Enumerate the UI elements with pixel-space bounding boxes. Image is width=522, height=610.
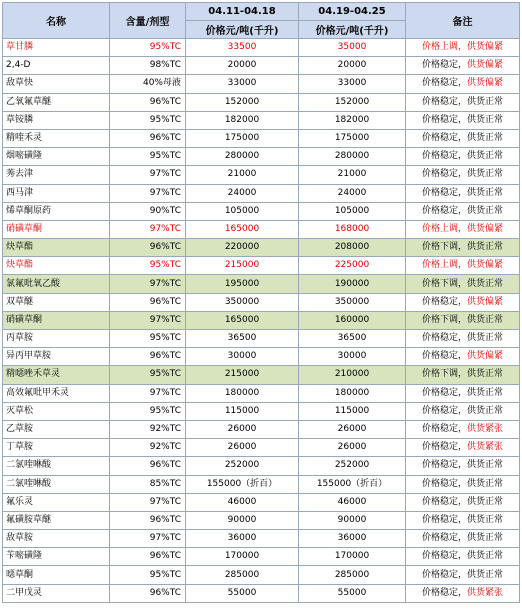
header-name: 名称 bbox=[3, 3, 110, 39]
note-price-status: 价格上调， bbox=[421, 223, 467, 234]
cell-price-1: 220000 bbox=[186, 239, 299, 257]
cell-price-1: 90000 bbox=[186, 511, 299, 529]
note-price-status: 价格稳定， bbox=[421, 442, 467, 453]
cell-price-1: 33500 bbox=[186, 39, 299, 57]
table-row bbox=[3, 548, 520, 566]
cell-spec: 97%TC bbox=[110, 493, 186, 511]
note-supply-status: 供货正常 bbox=[467, 478, 504, 489]
table-row bbox=[3, 511, 520, 529]
table-row bbox=[3, 584, 520, 602]
note-supply-status: 供货偏紧 bbox=[467, 296, 504, 307]
cell-price-1: 20000 bbox=[186, 57, 299, 75]
note-price-status: 价格稳定， bbox=[421, 78, 467, 89]
cell-price-1: 195000 bbox=[186, 275, 299, 293]
cell-name: 乙氧氟草醚 bbox=[3, 93, 110, 111]
table-row bbox=[3, 166, 520, 184]
cell-price-1: 26000 bbox=[186, 420, 299, 438]
cell-price-1: 252000 bbox=[186, 457, 299, 475]
cell-note bbox=[406, 220, 520, 238]
note-price-status: 价格稳定， bbox=[421, 133, 467, 144]
header-note: 备注 bbox=[406, 3, 520, 39]
note-supply-status: 供货正常 bbox=[467, 369, 504, 380]
price-table bbox=[2, 2, 520, 603]
cell-price-1: 46000 bbox=[186, 493, 299, 511]
note-price-status: 价格稳定， bbox=[421, 387, 467, 398]
note-price-status: 价格下调， bbox=[421, 314, 467, 325]
note-supply-status: 供货正常 bbox=[467, 333, 504, 344]
cell-name: 丙草胺 bbox=[3, 330, 110, 348]
note-supply-status: 供货紧张 bbox=[467, 424, 504, 435]
cell-spec: 40%母液 bbox=[110, 75, 186, 93]
cell-note bbox=[406, 202, 520, 220]
table-row bbox=[3, 93, 520, 111]
table-row bbox=[3, 384, 520, 402]
cell-name: 2,4-D bbox=[3, 57, 110, 75]
cell-name: 敌草胺 bbox=[3, 530, 110, 548]
cell-name: 二甲戊灵 bbox=[3, 584, 110, 602]
note-supply-status: 供货偏紧 bbox=[467, 223, 504, 234]
note-price-status: 价格稳定， bbox=[421, 333, 467, 344]
cell-price-1: 182000 bbox=[186, 111, 299, 129]
cell-spec: 97%TC bbox=[110, 530, 186, 548]
cell-name: 丁草胺 bbox=[3, 439, 110, 457]
cell-price-1: 280000 bbox=[186, 148, 299, 166]
table-row bbox=[3, 202, 520, 220]
cell-spec: 90%TC bbox=[110, 202, 186, 220]
cell-name: 噁草酮 bbox=[3, 566, 110, 584]
note-supply-status: 供货正常 bbox=[467, 533, 504, 544]
note-supply-status: 供货正常 bbox=[467, 496, 504, 507]
cell-price-1: 155000（折百） bbox=[186, 475, 299, 493]
header-period-1: 04.11-04.18 bbox=[186, 3, 299, 21]
note-supply-status: 供货正常 bbox=[467, 514, 504, 525]
note-supply-status: 供货正常 bbox=[467, 133, 504, 144]
cell-note bbox=[406, 366, 520, 384]
note-supply-status: 供货正常 bbox=[467, 242, 504, 253]
cell-price-2: 175000 bbox=[299, 129, 406, 147]
cell-price-1: 152000 bbox=[186, 93, 299, 111]
cell-spec: 96%TC bbox=[110, 348, 186, 366]
note-supply-status: 供货正常 bbox=[467, 187, 504, 198]
cell-name: 烯草酮原药 bbox=[3, 202, 110, 220]
note-price-status: 价格下调， bbox=[421, 242, 467, 253]
table-row bbox=[3, 330, 520, 348]
note-supply-status: 供货正常 bbox=[467, 569, 504, 580]
note-supply-status: 供货正常 bbox=[467, 460, 504, 471]
cell-name: 西马津 bbox=[3, 184, 110, 202]
note-price-status: 价格稳定， bbox=[421, 405, 467, 416]
cell-price-2: 155000（折百） bbox=[299, 475, 406, 493]
table-row bbox=[3, 420, 520, 438]
cell-price-1: 215000 bbox=[186, 366, 299, 384]
cell-note bbox=[406, 548, 520, 566]
note-supply-status: 供货正常 bbox=[467, 96, 504, 107]
cell-note bbox=[406, 311, 520, 329]
cell-name: 草铵膦 bbox=[3, 111, 110, 129]
cell-price-1: 115000 bbox=[186, 402, 299, 420]
cell-price-2: 170000 bbox=[299, 548, 406, 566]
cell-price-2: 55000 bbox=[299, 584, 406, 602]
cell-price-2: 26000 bbox=[299, 439, 406, 457]
cell-price-2: 210000 bbox=[299, 366, 406, 384]
note-supply-status: 供货偏紧 bbox=[467, 78, 504, 89]
cell-price-2: 160000 bbox=[299, 311, 406, 329]
table-body bbox=[3, 39, 520, 603]
cell-spec: 97%TC bbox=[110, 220, 186, 238]
note-supply-status: 供货偏紧 bbox=[467, 60, 504, 71]
cell-price-2: 280000 bbox=[299, 148, 406, 166]
cell-spec: 95%TC bbox=[110, 111, 186, 129]
cell-price-2: 350000 bbox=[299, 293, 406, 311]
cell-note bbox=[406, 457, 520, 475]
note-price-status: 价格稳定， bbox=[421, 60, 467, 71]
table-row bbox=[3, 311, 520, 329]
note-supply-status: 供货正常 bbox=[467, 278, 504, 289]
note-supply-status: 供货正常 bbox=[467, 205, 504, 216]
header-unit-1: 价格元/吨(千升) bbox=[186, 21, 299, 39]
cell-price-2: 90000 bbox=[299, 511, 406, 529]
cell-price-1: 350000 bbox=[186, 293, 299, 311]
cell-name: 高效氟吡甲禾灵 bbox=[3, 384, 110, 402]
cell-name: 精喹禾灵 bbox=[3, 129, 110, 147]
cell-price-1: 26000 bbox=[186, 439, 299, 457]
cell-name: 炔草酯 bbox=[3, 239, 110, 257]
cell-spec: 85%TC bbox=[110, 475, 186, 493]
cell-price-2: 35000 bbox=[299, 39, 406, 57]
cell-spec: 95%TC bbox=[110, 330, 186, 348]
cell-name: 烟嘧磺隆 bbox=[3, 148, 110, 166]
cell-price-2: 24000 bbox=[299, 184, 406, 202]
note-price-status: 价格稳定， bbox=[421, 551, 467, 562]
table-row bbox=[3, 530, 520, 548]
note-price-status: 价格下调， bbox=[421, 278, 467, 289]
cell-spec: 96%TC bbox=[110, 548, 186, 566]
cell-note bbox=[406, 129, 520, 147]
cell-price-2: 168000 bbox=[299, 220, 406, 238]
note-price-status: 价格稳定， bbox=[421, 205, 467, 216]
cell-spec: 92%TC bbox=[110, 439, 186, 457]
cell-name: 氟乐灵 bbox=[3, 493, 110, 511]
cell-note bbox=[406, 257, 520, 275]
cell-note bbox=[406, 348, 520, 366]
cell-name: 二氯喹啉酸 bbox=[3, 457, 110, 475]
note-supply-status: 供货正常 bbox=[467, 169, 504, 180]
note-price-status: 价格稳定， bbox=[421, 296, 467, 307]
cell-spec: 96%TC bbox=[110, 93, 186, 111]
cell-price-2: 152000 bbox=[299, 93, 406, 111]
cell-note bbox=[406, 475, 520, 493]
cell-price-2: 33000 bbox=[299, 75, 406, 93]
cell-price-1: 55000 bbox=[186, 584, 299, 602]
table-row bbox=[3, 348, 520, 366]
note-supply-status: 供货正常 bbox=[467, 551, 504, 562]
note-price-status: 价格下调， bbox=[421, 369, 467, 380]
note-supply-status: 供货紧张 bbox=[467, 587, 504, 598]
table-row bbox=[3, 129, 520, 147]
cell-note bbox=[406, 384, 520, 402]
table-row bbox=[3, 439, 520, 457]
cell-price-1: 24000 bbox=[186, 184, 299, 202]
cell-price-2: 115000 bbox=[299, 402, 406, 420]
table-row bbox=[3, 475, 520, 493]
header-spec: 含量/剂型 bbox=[110, 3, 186, 39]
cell-price-2: 46000 bbox=[299, 493, 406, 511]
cell-note bbox=[406, 511, 520, 529]
table-row bbox=[3, 493, 520, 511]
note-price-status: 价格稳定， bbox=[421, 424, 467, 435]
note-price-status: 价格稳定， bbox=[421, 460, 467, 471]
cell-note bbox=[406, 239, 520, 257]
table-row bbox=[3, 75, 520, 93]
note-supply-status: 供货正常 bbox=[467, 387, 504, 398]
cell-note bbox=[406, 275, 520, 293]
cell-spec: 95%TC bbox=[110, 402, 186, 420]
table-row bbox=[3, 293, 520, 311]
note-price-status: 价格稳定， bbox=[421, 478, 467, 489]
note-price-status: 价格稳定， bbox=[421, 351, 467, 362]
cell-spec: 95%TC bbox=[110, 566, 186, 584]
table-row bbox=[3, 184, 520, 202]
cell-note bbox=[406, 530, 520, 548]
note-price-status: 价格稳定， bbox=[421, 114, 467, 125]
table-row bbox=[3, 111, 520, 129]
note-price-status: 价格稳定， bbox=[421, 96, 467, 107]
cell-price-1: 175000 bbox=[186, 129, 299, 147]
cell-name: 氯氟吡氧乙酸 bbox=[3, 275, 110, 293]
cell-note bbox=[406, 184, 520, 202]
header-period-2: 04.19-04.25 bbox=[299, 3, 406, 21]
cell-spec: 96%TC bbox=[110, 511, 186, 529]
cell-spec: 97%TC bbox=[110, 311, 186, 329]
note-price-status: 价格稳定， bbox=[421, 569, 467, 580]
cell-spec: 97%TC bbox=[110, 275, 186, 293]
note-supply-status: 供货正常 bbox=[467, 314, 504, 325]
table-row bbox=[3, 275, 520, 293]
cell-price-1: 170000 bbox=[186, 548, 299, 566]
cell-note bbox=[406, 566, 520, 584]
note-price-status: 价格稳定， bbox=[421, 187, 467, 198]
note-price-status: 价格稳定， bbox=[421, 169, 467, 180]
cell-name: 氟磺胺草醚 bbox=[3, 511, 110, 529]
cell-price-2: 20000 bbox=[299, 57, 406, 75]
table-row bbox=[3, 239, 520, 257]
cell-price-2: 105000 bbox=[299, 202, 406, 220]
table-row bbox=[3, 57, 520, 75]
cell-note bbox=[406, 420, 520, 438]
cell-note bbox=[406, 166, 520, 184]
note-price-status: 价格稳定， bbox=[421, 496, 467, 507]
cell-note bbox=[406, 439, 520, 457]
table-row bbox=[3, 566, 520, 584]
cell-spec: 95%TC bbox=[110, 257, 186, 275]
cell-spec: 95%TC bbox=[110, 148, 186, 166]
note-price-status: 价格稳定， bbox=[421, 514, 467, 525]
header-unit-2: 价格元/吨(千升) bbox=[299, 21, 406, 39]
table-row bbox=[3, 220, 520, 238]
note-supply-status: 供货偏紧 bbox=[467, 351, 504, 362]
cell-name: 苄嘧磺隆 bbox=[3, 548, 110, 566]
table-row bbox=[3, 402, 520, 420]
cell-spec: 95%TC bbox=[110, 366, 186, 384]
cell-note bbox=[406, 330, 520, 348]
cell-price-1: 105000 bbox=[186, 202, 299, 220]
note-supply-status: 供货正常 bbox=[467, 114, 504, 125]
cell-name: 炔草酯 bbox=[3, 257, 110, 275]
note-supply-status: 供货紧张 bbox=[467, 442, 504, 453]
cell-name: 敌草快 bbox=[3, 75, 110, 93]
cell-name: 草甘膦 bbox=[3, 39, 110, 57]
cell-price-2: 225000 bbox=[299, 257, 406, 275]
cell-spec: 96%TC bbox=[110, 457, 186, 475]
note-supply-status: 供货偏紧 bbox=[467, 42, 504, 53]
cell-price-1: 33000 bbox=[186, 75, 299, 93]
cell-price-1: 165000 bbox=[186, 311, 299, 329]
cell-note bbox=[406, 111, 520, 129]
cell-note bbox=[406, 148, 520, 166]
cell-price-2: 30000 bbox=[299, 348, 406, 366]
cell-name: 精噁唑禾草灵 bbox=[3, 366, 110, 384]
cell-note bbox=[406, 402, 520, 420]
cell-price-2: 285000 bbox=[299, 566, 406, 584]
note-supply-status: 供货偏紧 bbox=[467, 260, 504, 271]
cell-note bbox=[406, 493, 520, 511]
table-row bbox=[3, 257, 520, 275]
cell-price-2: 252000 bbox=[299, 457, 406, 475]
cell-spec: 97%TC bbox=[110, 184, 186, 202]
cell-note bbox=[406, 57, 520, 75]
cell-spec: 97%TC bbox=[110, 384, 186, 402]
cell-price-2: 182000 bbox=[299, 111, 406, 129]
cell-price-1: 285000 bbox=[186, 566, 299, 584]
cell-price-2: 26000 bbox=[299, 420, 406, 438]
note-price-status: 价格上调， bbox=[421, 260, 467, 271]
cell-spec: 96%TC bbox=[110, 129, 186, 147]
cell-price-1: 21000 bbox=[186, 166, 299, 184]
cell-price-2: 36000 bbox=[299, 530, 406, 548]
cell-name: 二氯喹啉酸 bbox=[3, 475, 110, 493]
table-row bbox=[3, 457, 520, 475]
cell-name: 乙草胺 bbox=[3, 420, 110, 438]
note-price-status: 价格上调， bbox=[421, 42, 467, 53]
cell-price-1: 165000 bbox=[186, 220, 299, 238]
cell-note bbox=[406, 93, 520, 111]
cell-spec: 96%TC bbox=[110, 293, 186, 311]
cell-name: 异丙甲草胺 bbox=[3, 348, 110, 366]
cell-price-2: 21000 bbox=[299, 166, 406, 184]
cell-price-1: 36000 bbox=[186, 530, 299, 548]
cell-spec: 97%TC bbox=[110, 166, 186, 184]
note-supply-status: 供货正常 bbox=[467, 151, 504, 162]
table-row bbox=[3, 39, 520, 57]
cell-spec: 96%TC bbox=[110, 584, 186, 602]
cell-price-2: 36500 bbox=[299, 330, 406, 348]
cell-name: 双草醚 bbox=[3, 293, 110, 311]
table-header bbox=[3, 3, 520, 39]
cell-spec: 95%TC bbox=[110, 39, 186, 57]
cell-spec: 96%TC bbox=[110, 239, 186, 257]
cell-name: 莠去津 bbox=[3, 166, 110, 184]
note-price-status: 价格稳定， bbox=[421, 587, 467, 598]
cell-price-2: 208000 bbox=[299, 239, 406, 257]
cell-price-2: 190000 bbox=[299, 275, 406, 293]
cell-spec: 98%TC bbox=[110, 57, 186, 75]
note-supply-status: 供货正常 bbox=[467, 405, 504, 416]
table-row bbox=[3, 366, 520, 384]
cell-price-1: 180000 bbox=[186, 384, 299, 402]
price-table-container bbox=[2, 2, 519, 603]
cell-note bbox=[406, 39, 520, 57]
cell-name: 硝磺草酮 bbox=[3, 311, 110, 329]
cell-price-1: 36500 bbox=[186, 330, 299, 348]
cell-price-2: 180000 bbox=[299, 384, 406, 402]
cell-note bbox=[406, 75, 520, 93]
cell-price-1: 30000 bbox=[186, 348, 299, 366]
note-price-status: 价格稳定， bbox=[421, 533, 467, 544]
note-price-status: 价格稳定， bbox=[421, 151, 467, 162]
cell-spec: 92%TC bbox=[110, 420, 186, 438]
cell-name: 灭草松 bbox=[3, 402, 110, 420]
cell-price-1: 215000 bbox=[186, 257, 299, 275]
cell-note bbox=[406, 293, 520, 311]
cell-note bbox=[406, 584, 520, 602]
table-row bbox=[3, 148, 520, 166]
cell-name: 硝磺草酮 bbox=[3, 220, 110, 238]
